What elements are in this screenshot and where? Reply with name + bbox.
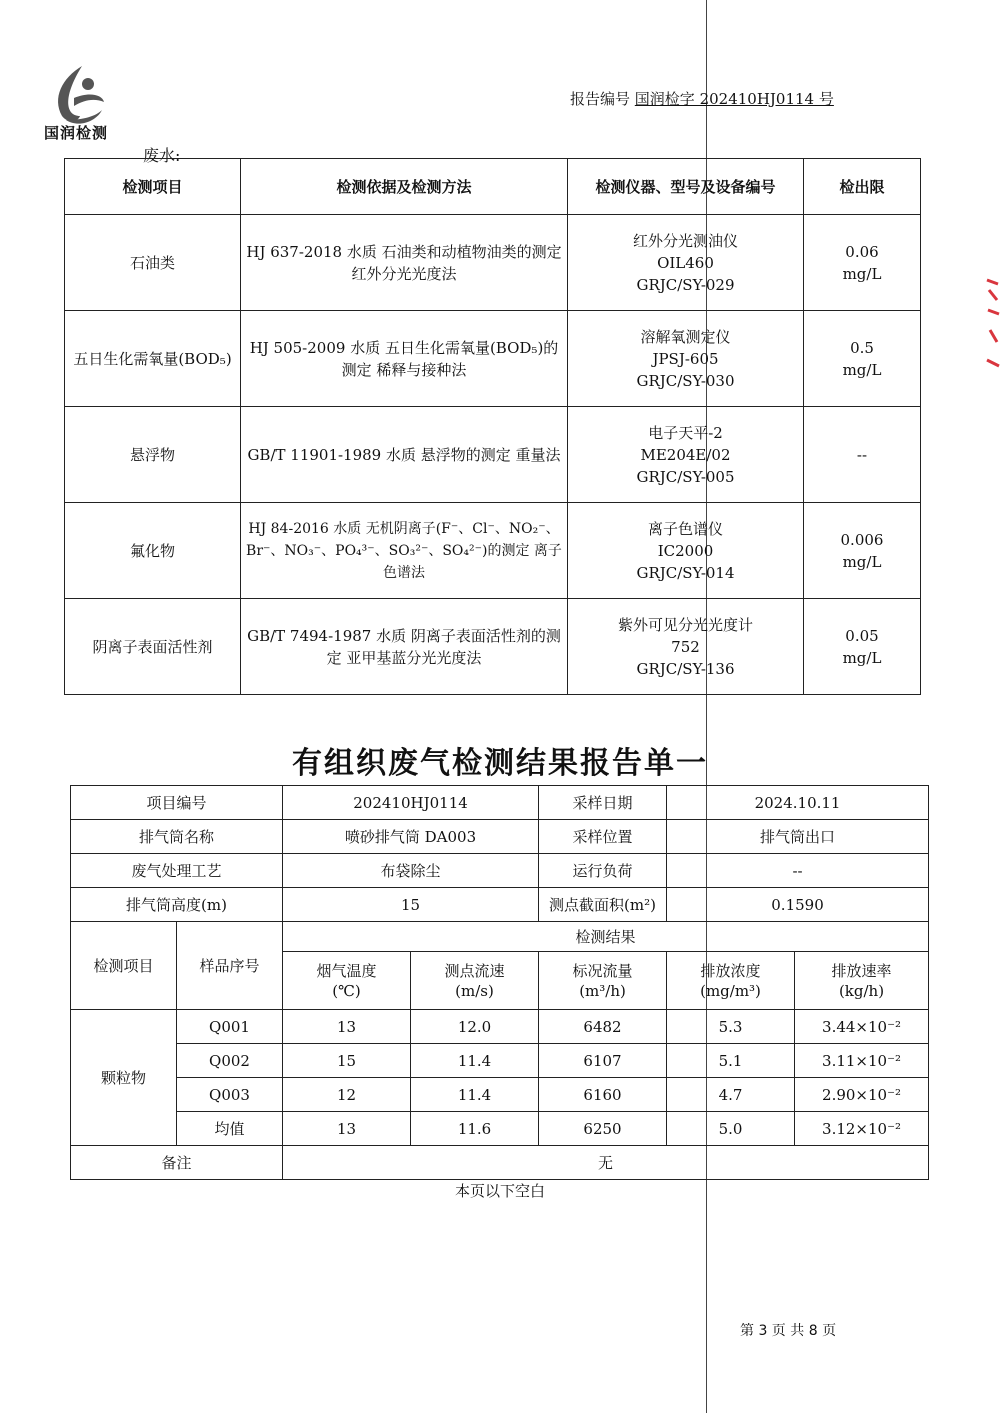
column-name: 测点流速 [444,961,505,980]
rate-cell: 3.12×10⁻² [795,1112,929,1146]
pollutant-cell: 颗粒物 [71,1010,177,1146]
header-cell: 检出限 [804,159,921,215]
column-name: 烟气温度 [316,961,377,980]
sampling-location-label: 采样位置 [539,820,667,854]
column-name: 标况流量 [572,961,633,980]
project-no-value: 202410HJ0114 [283,786,539,820]
temp-cell: 13 [283,1112,411,1146]
column-unit: (m³/h) [579,981,626,1000]
method-cell: HJ 84-2016 水质 无机阴离子(F⁻、Cl⁻、NO₂⁻、Br⁻、NO₃⁻、PO₄³⁻、SO₃²⁻、SO₄²⁻)的测定 离子色谱法 [241,503,568,599]
results-label: 检测结果 [283,922,929,952]
sample-no-label: 样品序号 [177,922,283,1010]
section-label-wastewater: 废水: [143,146,181,165]
instrument-model: JPSJ-605 [652,349,719,368]
item-cell: 石油类 [65,215,241,311]
table-row [71,1112,929,1146]
sample-cell: Q003 [177,1078,283,1112]
instrument-model: ME204E/02 [640,445,731,464]
method-cell: GB/T 7494-1987 水质 阴离子表面活性剂的测定 亚甲基蓝分光光度法 [241,599,568,695]
stack-name-label: 排气筒名称 [71,820,283,854]
page-number: 第 3 页 共 8 页 [740,1323,837,1339]
instrument-model: 752 [671,637,700,656]
item-cell: 悬浮物 [65,407,241,503]
instrument-id: GRJC/SY-029 [636,275,735,294]
limit-unit: mg/L [842,648,882,667]
limit-unit: mg/L [842,360,882,379]
instrument-id: GRJC/SY-136 [636,659,735,678]
limit-value: 0.06 [845,242,879,261]
column-name: 排放速率 [831,961,892,980]
item-cell: 阴离子表面活性剂 [65,599,241,695]
velocity-cell: 11.6 [411,1112,539,1146]
rate-cell: 2.90×10⁻² [795,1078,929,1112]
flow-cell: 6482 [539,1010,667,1044]
table-row [71,1078,929,1112]
header-cell: 检测项目 [65,159,241,215]
blank-below-note: 本页以下空白 [454,1182,545,1200]
table-row [65,311,921,407]
temp-cell: 13 [283,1010,411,1044]
column-header [411,952,539,1010]
process-value: 布袋除尘 [283,854,539,888]
sampling-location-value: 排气筒出口 [667,820,929,854]
report-number [570,88,834,109]
item-cell: 五日生化需氧量(BOD₅) [65,311,241,407]
load-value: -- [667,854,929,888]
section-area-value: 0.1590 [667,888,929,922]
velocity-cell: 11.4 [411,1078,539,1112]
item-label: 检测项目 [71,922,177,1010]
method-table [64,158,921,695]
limit-cell [804,407,921,503]
results-header-row [71,922,929,952]
instrument-model: IC2000 [657,541,714,560]
flow-cell: 6107 [539,1044,667,1078]
column-header [539,952,667,1010]
table-row [65,215,921,311]
project-no-label: 项目编号 [71,786,283,820]
limit-unit: mg/L [842,264,882,283]
header-cell: 检测依据及检测方法 [241,159,568,215]
conc-cell: 5.3 [667,1010,795,1044]
instrument-cell [568,407,804,503]
limit-cell [804,215,921,311]
instrument-name: 电子天平-2 [648,423,723,442]
header-cell: 检测仪器、型号及设备编号 [568,159,804,215]
column-header [795,952,929,1010]
limit-unit: mg/L [842,552,882,571]
sample-cell: Q001 [177,1010,283,1044]
section-area-label: 测点截面积(m²) [539,888,667,922]
stack-height-value: 15 [283,888,539,922]
table-row [65,503,921,599]
stack-height-label: 排气筒高度(m) [71,888,283,922]
instrument-name: 红外分光测油仪 [632,231,738,250]
velocity-cell: 11.4 [411,1044,539,1078]
limit-cell [804,503,921,599]
instrument-model: OIL460 [657,253,714,272]
method-cell: HJ 637-2018 水质 石油类和动植物油类的测定 红外分光光度法 [241,215,568,311]
conc-cell: 4.7 [667,1078,795,1112]
item-cell: 氟化物 [65,503,241,599]
table-row [65,407,921,503]
sample-cell: Q002 [177,1044,283,1078]
report-number-label: 报告编号 [570,90,631,108]
column-unit: (℃) [332,981,361,1000]
method-cell: HJ 505-2009 水质 五日生化需氧量(BOD₅)的测定 稀释与接种法 [241,311,568,407]
instrument-name: 紫外可见分光光度计 [617,615,753,634]
table-row [71,1010,929,1044]
limit-cell [804,311,921,407]
velocity-cell: 12.0 [411,1010,539,1044]
table-row [71,1044,929,1078]
sampling-date-value: 2024.10.11 [667,786,929,820]
sample-cell: 均值 [177,1112,283,1146]
rate-cell: 3.11×10⁻² [795,1044,929,1078]
instrument-name: 离子色谱仪 [647,519,723,538]
temp-cell: 15 [283,1044,411,1078]
info-row [71,786,929,820]
rate-cell: 3.44×10⁻² [795,1010,929,1044]
load-label: 运行负荷 [539,854,667,888]
column-header [283,952,411,1010]
info-row [71,888,929,922]
table-row [65,599,921,695]
process-label: 废气处理工艺 [71,854,283,888]
result-report-title: 有组织废气检测结果报告单一 [292,746,708,781]
logo-text: 国润检测 [44,124,109,142]
remark-label: 备注 [71,1146,283,1180]
instrument-cell [568,599,804,695]
method-cell: GB/T 11901-1989 水质 悬浮物的测定 重量法 [241,407,568,503]
limit-cell [804,599,921,695]
column-header [667,952,795,1010]
instrument-id: GRJC/SY-030 [636,371,735,390]
sampling-date-label: 采样日期 [539,786,667,820]
report-number-value: 国润检字 202410HJ0114 号 [634,90,834,108]
limit-value: 0.006 [840,530,884,549]
instrument-id: GRJC/SY-014 [636,563,735,582]
method-table-header [65,159,921,215]
conc-cell: 5.0 [667,1112,795,1146]
seal-stamp-fragment-icon [985,270,1000,470]
stack-name-value: 喷砂排气筒 DA003 [283,820,539,854]
flow-cell: 6250 [539,1112,667,1146]
remark-value: 无 [283,1146,929,1180]
info-row [71,854,929,888]
info-row [71,820,929,854]
column-name: 排放浓度 [700,961,761,980]
instrument-cell [568,503,804,599]
limit-value: 0.5 [850,338,874,357]
instrument-cell [568,215,804,311]
limit-value: 0.05 [845,626,879,645]
limit-value: -- [856,445,868,464]
instrument-cell [568,311,804,407]
result-table [70,785,929,1180]
conc-cell: 5.1 [667,1044,795,1078]
column-unit: (m/s) [455,981,494,1000]
flow-cell: 6160 [539,1078,667,1112]
instrument-name: 溶解氧测定仪 [640,327,731,346]
instrument-id: GRJC/SY-005 [636,467,735,486]
remark-row [71,1146,929,1180]
column-unit: (mg/m³) [700,981,761,1000]
temp-cell: 12 [283,1078,411,1112]
column-unit: (kg/h) [838,981,885,1000]
